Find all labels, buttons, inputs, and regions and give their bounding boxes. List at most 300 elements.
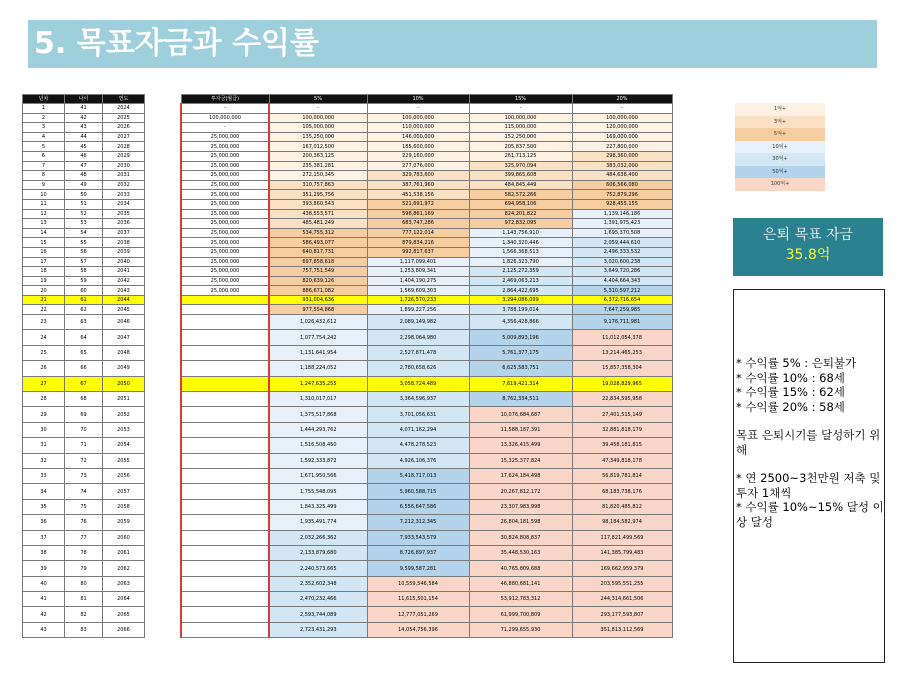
value-cell-15: - (469, 104, 572, 114)
return-row (181, 330, 672, 345)
legend-item: 30억+ (735, 153, 825, 166)
year-count-cell: 21 (23, 295, 65, 305)
return-row (181, 530, 672, 545)
year-row (23, 267, 145, 277)
value-cell-5: 1,935,491,774 (269, 515, 367, 530)
value-cell-20: 22,834,595,958 (572, 392, 672, 407)
value-cell-10: 185,600,000 (367, 142, 469, 152)
return-row (181, 576, 672, 591)
age-cell: 73 (65, 468, 103, 483)
year-row (23, 305, 145, 315)
return-row (181, 499, 672, 514)
year-count-cell: 8 (23, 171, 65, 181)
investment-cell (181, 607, 269, 622)
value-cell-10: 3,701,056,631 (367, 407, 469, 422)
value-cell-5: 640,817,731 (269, 247, 367, 257)
value-cell-20: 169,662,959,379 (572, 561, 672, 576)
year-row (23, 330, 145, 345)
investment-cell (181, 592, 269, 607)
year-cell: 2040 (103, 257, 145, 267)
return-row (181, 142, 672, 152)
value-cell-5: 1,310,017,017 (269, 392, 367, 407)
value-cell-20: 39,458,181,815 (572, 438, 672, 453)
return-row (181, 622, 672, 637)
year-count-cell: 26 (23, 361, 65, 376)
investment-cell: 25,000,000 (181, 267, 269, 277)
value-cell-10: 6,556,647,586 (367, 499, 469, 514)
investment-cell: 25,000,000 (181, 180, 269, 190)
year-cell: 2047 (103, 330, 145, 345)
age-cell: 51 (65, 199, 103, 209)
value-cell-5: 757,751,549 (269, 267, 367, 277)
value-cell-5: 1,026,432,612 (269, 315, 367, 330)
year-row (23, 132, 145, 142)
year-count-cell: 31 (23, 438, 65, 453)
value-cell-10: 1,404,190,275 (367, 276, 469, 286)
year-row (23, 345, 145, 360)
legend-item: 10억+ (735, 141, 825, 154)
value-cell-5: 2,470,232,466 (269, 592, 367, 607)
value-cell-5: 2,133,879,680 (269, 545, 367, 560)
value-cell-15: 3,294,086,099 (469, 295, 572, 305)
investment-cell: 25,000,000 (181, 190, 269, 200)
year-cell: 2024 (103, 104, 145, 114)
year-row (23, 484, 145, 499)
value-cell-5: 351,295,756 (269, 190, 367, 200)
value-cell-15: 10,076,684,687 (469, 407, 572, 422)
note-line: * 수익률 20% : 58세 (736, 399, 845, 414)
investment-cell: 25,000,000 (181, 161, 269, 171)
year-count-cell: 18 (23, 267, 65, 277)
year-cell: 2050 (103, 376, 145, 391)
year-cell: 2032 (103, 180, 145, 190)
investment-cell (181, 438, 269, 453)
value-cell-20: 6,372,716,654 (572, 295, 672, 305)
return-row (181, 171, 672, 181)
year-row (23, 361, 145, 376)
value-cell-5: 438,553,571 (269, 209, 367, 219)
value-cell-15: 8,762,334,511 (469, 392, 572, 407)
year-cell: 2030 (103, 161, 145, 171)
header-rate-15: 15% (469, 95, 572, 104)
value-cell-15: 61,999,700,809 (469, 607, 572, 622)
year-count-cell: 22 (23, 305, 65, 315)
return-table-container (180, 94, 673, 638)
year-row (23, 407, 145, 422)
legend-item: 3억+ (735, 116, 825, 129)
year-count-cell: 6 (23, 151, 65, 161)
value-cell-15: 1,340,320,446 (469, 238, 572, 248)
value-cell-10: 451,538,156 (367, 190, 469, 200)
age-cell: 77 (65, 530, 103, 545)
value-cell-20: 19,028,829,965 (572, 376, 672, 391)
return-row (181, 592, 672, 607)
return-row (181, 438, 672, 453)
year-row (23, 530, 145, 545)
value-cell-20: 1,695,370,508 (572, 228, 672, 238)
age-cell: 80 (65, 576, 103, 591)
return-row (181, 361, 672, 376)
value-cell-20: 484,638,400 (572, 171, 672, 181)
value-cell-10: 4,926,106,376 (367, 453, 469, 468)
investment-cell (181, 315, 269, 330)
return-row (181, 238, 672, 248)
value-cell-10: 100,000,000 (367, 113, 469, 123)
age-cell: 70 (65, 422, 103, 437)
age-cell: 65 (65, 345, 103, 360)
value-cell-10: 4,478,278,523 (367, 438, 469, 453)
value-cell-15: 6,625,583,751 (469, 361, 572, 376)
value-cell-20: 383,032,000 (572, 161, 672, 171)
value-cell-5: 310,757,863 (269, 180, 367, 190)
age-cell: 68 (65, 392, 103, 407)
year-count-cell: 16 (23, 247, 65, 257)
age-cell: 72 (65, 453, 103, 468)
year-row (23, 113, 145, 123)
year-cell: 2063 (103, 576, 145, 591)
return-row (181, 345, 672, 360)
year-cell: 2029 (103, 151, 145, 161)
value-cell-15: 17,624,184,498 (469, 468, 572, 483)
value-cell-5: 235,381,281 (269, 161, 367, 171)
age-cell: 63 (65, 315, 103, 330)
value-cell-5: 2,240,573,665 (269, 561, 367, 576)
note-line: * 수익률 15% : 62세 (736, 385, 845, 399)
value-cell-15: 4,356,428,866 (469, 315, 572, 330)
value-cell-5: 485,481,249 (269, 219, 367, 229)
value-cell-15: 694,958,106 (469, 199, 572, 209)
investment-cell (181, 453, 269, 468)
return-row (181, 247, 672, 257)
value-cell-5: 1,592,333,872 (269, 453, 367, 468)
header-year-count: 년차 (23, 95, 65, 104)
value-cell-10: 3,364,596,937 (367, 392, 469, 407)
year-cell: 2028 (103, 142, 145, 152)
return-row (181, 151, 672, 161)
note-line: * 수익률 10% : 68세 (736, 370, 845, 385)
value-cell-20: 15,857,358,304 (572, 361, 672, 376)
value-cell-10: 879,834,216 (367, 238, 469, 248)
investment-cell (181, 561, 269, 576)
age-cell: 47 (65, 161, 103, 171)
return-row (181, 180, 672, 190)
investment-cell (181, 530, 269, 545)
value-cell-20: 203,595,551,255 (572, 576, 672, 591)
value-cell-15: 100,000,000 (469, 113, 572, 123)
value-cell-20: 3,020,600,238 (572, 257, 672, 267)
year-cell: 2053 (103, 422, 145, 437)
investment-cell (181, 622, 269, 637)
value-cell-20: 752,879,296 (572, 190, 672, 200)
value-cell-20: 351,813,112,569 (572, 622, 672, 637)
year-cell: 2044 (103, 295, 145, 305)
value-cell-15: 205,837,500 (469, 142, 572, 152)
legend-item: 1억+ (735, 103, 825, 116)
year-row (23, 104, 145, 114)
value-cell-10: 229,160,000 (367, 151, 469, 161)
investment-cell (181, 330, 269, 345)
year-row (23, 161, 145, 171)
value-cell-10: 387,761,960 (367, 180, 469, 190)
year-row (23, 376, 145, 391)
value-cell-20: 5,310,597,212 (572, 286, 672, 296)
value-cell-10: 1,117,099,401 (367, 257, 469, 267)
year-cell: 2061 (103, 545, 145, 560)
value-cell-10: 1,899,227,256 (367, 305, 469, 315)
year-count-cell: 33 (23, 468, 65, 483)
age-cell: 60 (65, 286, 103, 296)
value-cell-5: 2,032,266,362 (269, 530, 367, 545)
value-cell-10: 2,780,658,626 (367, 361, 469, 376)
return-row (181, 453, 672, 468)
year-row (23, 607, 145, 622)
year-count-cell: 38 (23, 545, 65, 560)
age-cell: 81 (65, 592, 103, 607)
investment-cell (181, 305, 269, 315)
age-cell: 44 (65, 132, 103, 142)
age-cell: 62 (65, 305, 103, 315)
value-cell-15: 23,307,983,998 (469, 499, 572, 514)
year-count-cell: 24 (23, 330, 65, 345)
year-row (23, 622, 145, 637)
investment-cell: 25,000,000 (181, 142, 269, 152)
value-cell-5: 167,012,500 (269, 142, 367, 152)
value-cell-15: 35,448,530,163 (469, 545, 572, 560)
year-row (23, 151, 145, 161)
value-cell-5: 977,554,868 (269, 305, 367, 315)
value-cell-10: 7,933,543,579 (367, 530, 469, 545)
age-cell: 42 (65, 113, 103, 123)
value-cell-10: 4,071,162,294 (367, 422, 469, 437)
age-cell: 56 (65, 247, 103, 257)
value-cell-10: 3,058,724,489 (367, 376, 469, 391)
year-cell: 2036 (103, 219, 145, 229)
year-cell: 2033 (103, 190, 145, 200)
investment-cell: 25,000,000 (181, 228, 269, 238)
return-row (181, 199, 672, 209)
investment-cell (181, 392, 269, 407)
year-row (23, 142, 145, 152)
value-cell-5: 1,755,548,095 (269, 484, 367, 499)
value-cell-15: 2,125,272,359 (469, 267, 572, 277)
age-cell: 69 (65, 407, 103, 422)
value-cell-10: 8,726,897,937 (367, 545, 469, 560)
value-cell-15: 1,566,368,513 (469, 247, 572, 257)
value-cell-20: 1,139,146,186 (572, 209, 672, 219)
age-cell: 82 (65, 607, 103, 622)
value-cell-15: 26,804,181,598 (469, 515, 572, 530)
year-count-cell: 4 (23, 132, 65, 142)
investment-cell (181, 545, 269, 560)
value-cell-15: 325,970,094 (469, 161, 572, 171)
return-row (181, 104, 672, 114)
value-cell-10: 1,253,809,341 (367, 267, 469, 277)
value-cell-10: 5,418,717,013 (367, 468, 469, 483)
year-row (23, 199, 145, 209)
year-row (23, 247, 145, 257)
value-cell-5: 1,444,293,762 (269, 422, 367, 437)
note-line: * 수익률 5% : 은퇴불가 (736, 356, 857, 370)
value-cell-20: 11,012,054,378 (572, 330, 672, 345)
value-cell-20: 227,800,000 (572, 142, 672, 152)
year-count-cell: 25 (23, 345, 65, 360)
age-cell: 64 (65, 330, 103, 345)
year-count-cell: 29 (23, 407, 65, 422)
investment-cell (181, 515, 269, 530)
value-cell-10: 277,076,000 (367, 161, 469, 171)
investment-cell (181, 361, 269, 376)
investment-cell: 25,000,000 (181, 257, 269, 267)
header-investment: 투자금(월급) (181, 95, 269, 104)
value-cell-10: 9,599,587,281 (367, 561, 469, 576)
value-cell-15: 5,009,893,196 (469, 330, 572, 345)
year-count-cell: 3 (23, 123, 65, 133)
year-cell: 2051 (103, 392, 145, 407)
return-row (181, 190, 672, 200)
return-row (181, 286, 672, 296)
color-legend (735, 103, 825, 191)
year-cell: 2043 (103, 286, 145, 296)
year-cell: 2027 (103, 132, 145, 142)
value-cell-5: 586,493,077 (269, 238, 367, 248)
investment-cell: 25,000,000 (181, 199, 269, 209)
year-cell: 2042 (103, 276, 145, 286)
age-cell: 58 (65, 267, 103, 277)
return-row (181, 295, 672, 305)
investment-cell (181, 422, 269, 437)
note-line: * 수익률 10%~15% 달성 이상 달성 (736, 500, 884, 529)
value-cell-15: 40,765,809,688 (469, 561, 572, 576)
year-cell: 2052 (103, 407, 145, 422)
value-cell-20: 32,881,818,179 (572, 422, 672, 437)
return-row (181, 484, 672, 499)
value-cell-20: 56,819,781,814 (572, 468, 672, 483)
investment-cell: 25,000,000 (181, 209, 269, 219)
year-cell: 2058 (103, 499, 145, 514)
value-cell-15: 30,824,808,837 (469, 530, 572, 545)
year-row (23, 438, 145, 453)
value-cell-5: 2,352,602,348 (269, 576, 367, 591)
return-row (181, 132, 672, 142)
year-row (23, 453, 145, 468)
year-cell: 2037 (103, 228, 145, 238)
year-row (23, 219, 145, 229)
value-cell-10: 110,000,000 (367, 123, 469, 133)
value-cell-20: 4,404,664,343 (572, 276, 672, 286)
age-cell: 54 (65, 228, 103, 238)
year-count-cell: 1 (23, 104, 65, 114)
age-cell: 74 (65, 484, 103, 499)
age-cell: 49 (65, 180, 103, 190)
value-cell-5: 1,843,325,499 (269, 499, 367, 514)
target-label: 은퇴 목표 자금 (762, 227, 854, 243)
year-cell: 2045 (103, 305, 145, 315)
year-cell: 2060 (103, 530, 145, 545)
year-row (23, 228, 145, 238)
year-row (23, 422, 145, 437)
return-row (181, 468, 672, 483)
target-value: 35.8억 (785, 247, 831, 263)
value-cell-10: 777,122,014 (367, 228, 469, 238)
value-cell-20: 47,349,818,178 (572, 453, 672, 468)
value-cell-15: 11,588,187,391 (469, 422, 572, 437)
header-rate-10: 10% (367, 95, 469, 104)
year-row (23, 545, 145, 560)
return-rate-table (180, 94, 673, 638)
return-row (181, 392, 672, 407)
investment-cell (181, 295, 269, 305)
year-row (23, 286, 145, 296)
value-cell-5: - (269, 104, 367, 114)
value-cell-20: 117,821,499,569 (572, 530, 672, 545)
age-cell: 66 (65, 361, 103, 376)
investment-cell (181, 499, 269, 514)
value-cell-5: 393,860,543 (269, 199, 367, 209)
age-cell: 79 (65, 561, 103, 576)
year-row (23, 123, 145, 133)
investment-cell (181, 407, 269, 422)
value-cell-20: 68,183,738,176 (572, 484, 672, 499)
legend-item: 5억+ (735, 128, 825, 141)
value-cell-20: 606,566,080 (572, 180, 672, 190)
value-cell-5: 1,671,950,566 (269, 468, 367, 483)
return-row (181, 376, 672, 391)
value-cell-5: 820,639,126 (269, 276, 367, 286)
year-cell: 2046 (103, 315, 145, 330)
year-cell: 2062 (103, 561, 145, 576)
value-cell-10: 683,747,286 (367, 219, 469, 229)
year-row (23, 576, 145, 591)
year-count-cell: 10 (23, 190, 65, 200)
year-count-cell: 36 (23, 515, 65, 530)
year-count-cell: 12 (23, 209, 65, 219)
age-cell: 78 (65, 545, 103, 560)
age-cell: 41 (65, 104, 103, 114)
investment-cell: 25,000,000 (181, 276, 269, 286)
year-count-cell: 35 (23, 499, 65, 514)
value-cell-5: 200,363,125 (269, 151, 367, 161)
return-row (181, 515, 672, 530)
investment-cell: 25,000,000 (181, 219, 269, 229)
return-row (181, 123, 672, 133)
age-cell: 48 (65, 171, 103, 181)
age-cell: 50 (65, 190, 103, 200)
value-cell-15: 582,572,266 (469, 190, 572, 200)
value-cell-15: 972,832,095 (469, 219, 572, 229)
year-cell: 2034 (103, 199, 145, 209)
return-row (181, 228, 672, 238)
return-row (181, 422, 672, 437)
legend-item: 50억+ (735, 166, 825, 179)
age-cell: 46 (65, 151, 103, 161)
year-cell: 2055 (103, 453, 145, 468)
year-count-cell: 2 (23, 113, 65, 123)
age-cell: 61 (65, 295, 103, 305)
year-row (23, 180, 145, 190)
note-line (736, 414, 886, 428)
value-cell-5: 1,131,641,954 (269, 345, 367, 360)
value-cell-10: - (367, 104, 469, 114)
year-cell: 2057 (103, 484, 145, 499)
age-cell: 59 (65, 276, 103, 286)
value-cell-10: 10,559,546,584 (367, 576, 469, 591)
year-count-cell: 19 (23, 276, 65, 286)
value-cell-5: 1,516,508,450 (269, 438, 367, 453)
year-row (23, 499, 145, 514)
value-cell-15: 71,299,655,930 (469, 622, 572, 637)
investment-cell (181, 345, 269, 360)
year-count-cell: 43 (23, 622, 65, 637)
